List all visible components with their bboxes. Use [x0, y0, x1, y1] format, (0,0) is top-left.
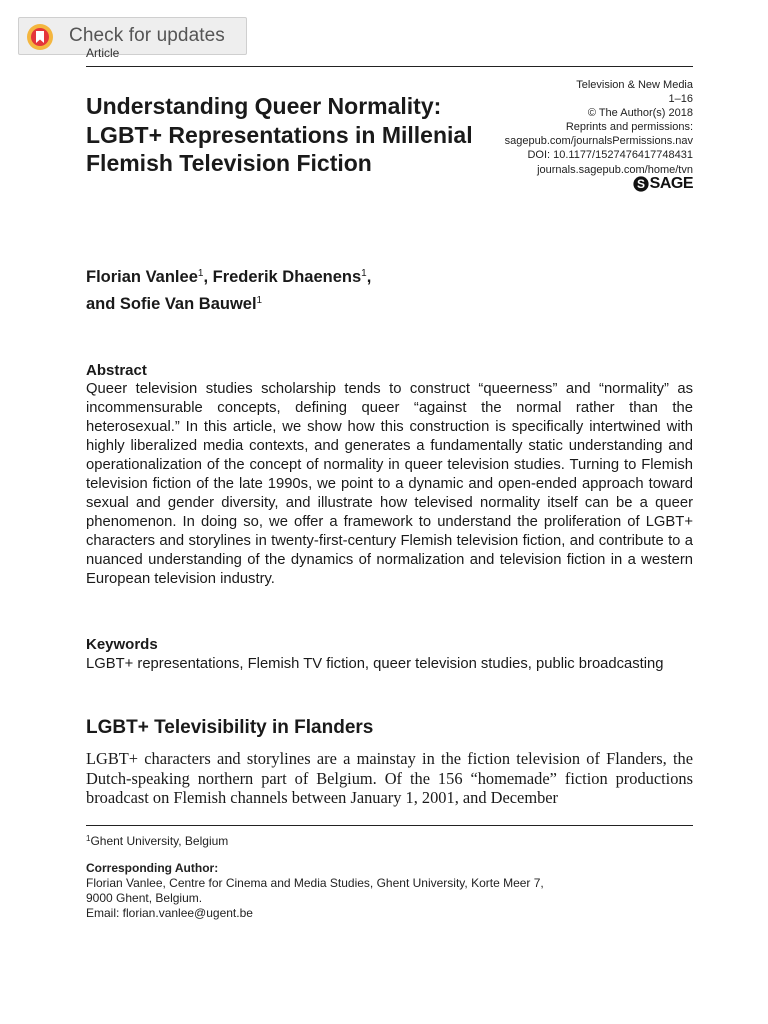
author-name: Florian Vanlee — [86, 268, 198, 286]
svg-text:S: S — [636, 177, 645, 192]
corresponding-address-line: Florian Vanlee, Centre for Cinema and Media Studies, Ghent University, Korte Meer 7, — [86, 876, 544, 890]
body-paragraph: LGBT+ characters and storylines are a mainstay in the fiction television of Flanders, the Dutch-speaking northern part of Belgium. Of the 156 “homemade” fiction productions broadcast on Flemish channels between January 1, 2001, and December — [86, 749, 693, 807]
article-title: Understanding Queer Normality: LGBT+ Representations in Millenial Flemish Television Fiction — [86, 93, 473, 176]
author-name: Frederik Dhaenens — [212, 268, 362, 286]
copyright: © The Author(s) 2018 — [587, 107, 693, 120]
journal-homepage-link[interactable]: journals.sagepub.com/home/tvn — [537, 163, 693, 176]
check-for-updates-icon — [26, 23, 54, 51]
abstract-heading: Abstract — [86, 362, 147, 379]
doi-link[interactable]: DOI: 10.1177/1527476417748431 — [527, 149, 693, 162]
keywords-text: LGBT+ representations, Flemish TV fiction, queer television studies, public broadcasting — [86, 656, 664, 672]
section-heading: LGBT+ Televisibility in Flanders — [86, 717, 374, 738]
sage-logo-text: SAGE — [649, 175, 693, 192]
author-affiliation-marker: 1 — [361, 268, 367, 279]
journal-metadata — [505, 78, 693, 177]
corresponding-author-heading: Corresponding Author: — [86, 861, 219, 875]
corresponding-author-details — [86, 876, 544, 922]
check-for-updates-label: Check for updates — [69, 25, 225, 46]
header-divider — [86, 66, 693, 67]
author-separator: , — [203, 268, 213, 286]
journal-name: Television & New Media — [576, 79, 693, 91]
author-affiliation-marker: 1 — [197, 268, 204, 279]
keywords-heading: Keywords — [86, 636, 158, 653]
check-for-updates-button[interactable] — [18, 17, 247, 55]
corresponding-city-line: 9000 Ghent, Belgium. — [86, 891, 203, 906]
footnote-divider — [86, 825, 693, 826]
permissions-link[interactable]: sagepub.com/journalsPermissions.nav — [504, 135, 693, 148]
corresponding-email[interactable]: Email: florian.vanlee@ugent.be — [86, 906, 253, 921]
footnote-text: Ghent University, Belgium — [90, 834, 229, 848]
author-affiliation-marker: 1 — [256, 295, 263, 306]
abstract-text: Queer television studies scholarship tends to construct “queerness” and “normality” as incommensurable concepts, defining queer “against the normal rather than the heterosexual.” In this article, we show how this construction is specifically intertwined with highly liberalized media contexts, and generates a fundamentally static understanding and operationalization of the concept of normality in queer television studies. Turning to Flemish television fiction of the late 1990s, we point to a dynamic and open-ended approach toward sexual and gender diversity, and illustrate how televised normality itself can be a queer phenomenon. In doing so, we offer a framework to understand the proliferation of LGBT+ characters and storylines in twenty-first-century Flemish television fiction, and contribute to a nuanced understanding of the dynamics of normalization and television fiction in a western European television industry. — [86, 381, 693, 587]
reprints-label: Reprints and permissions: — [565, 121, 693, 134]
author-separator: , — [366, 268, 372, 286]
author-list — [86, 262, 546, 316]
page-range: 1–16 — [668, 93, 693, 106]
article-type-label: Article — [86, 46, 120, 60]
footnote-marker: 1 — [86, 834, 91, 843]
affiliation-footnote — [86, 834, 228, 848]
sage-logo-icon — [633, 176, 649, 192]
sage-logo — [633, 175, 693, 193]
author-name: and Sofie Van Bauwel — [86, 295, 257, 313]
